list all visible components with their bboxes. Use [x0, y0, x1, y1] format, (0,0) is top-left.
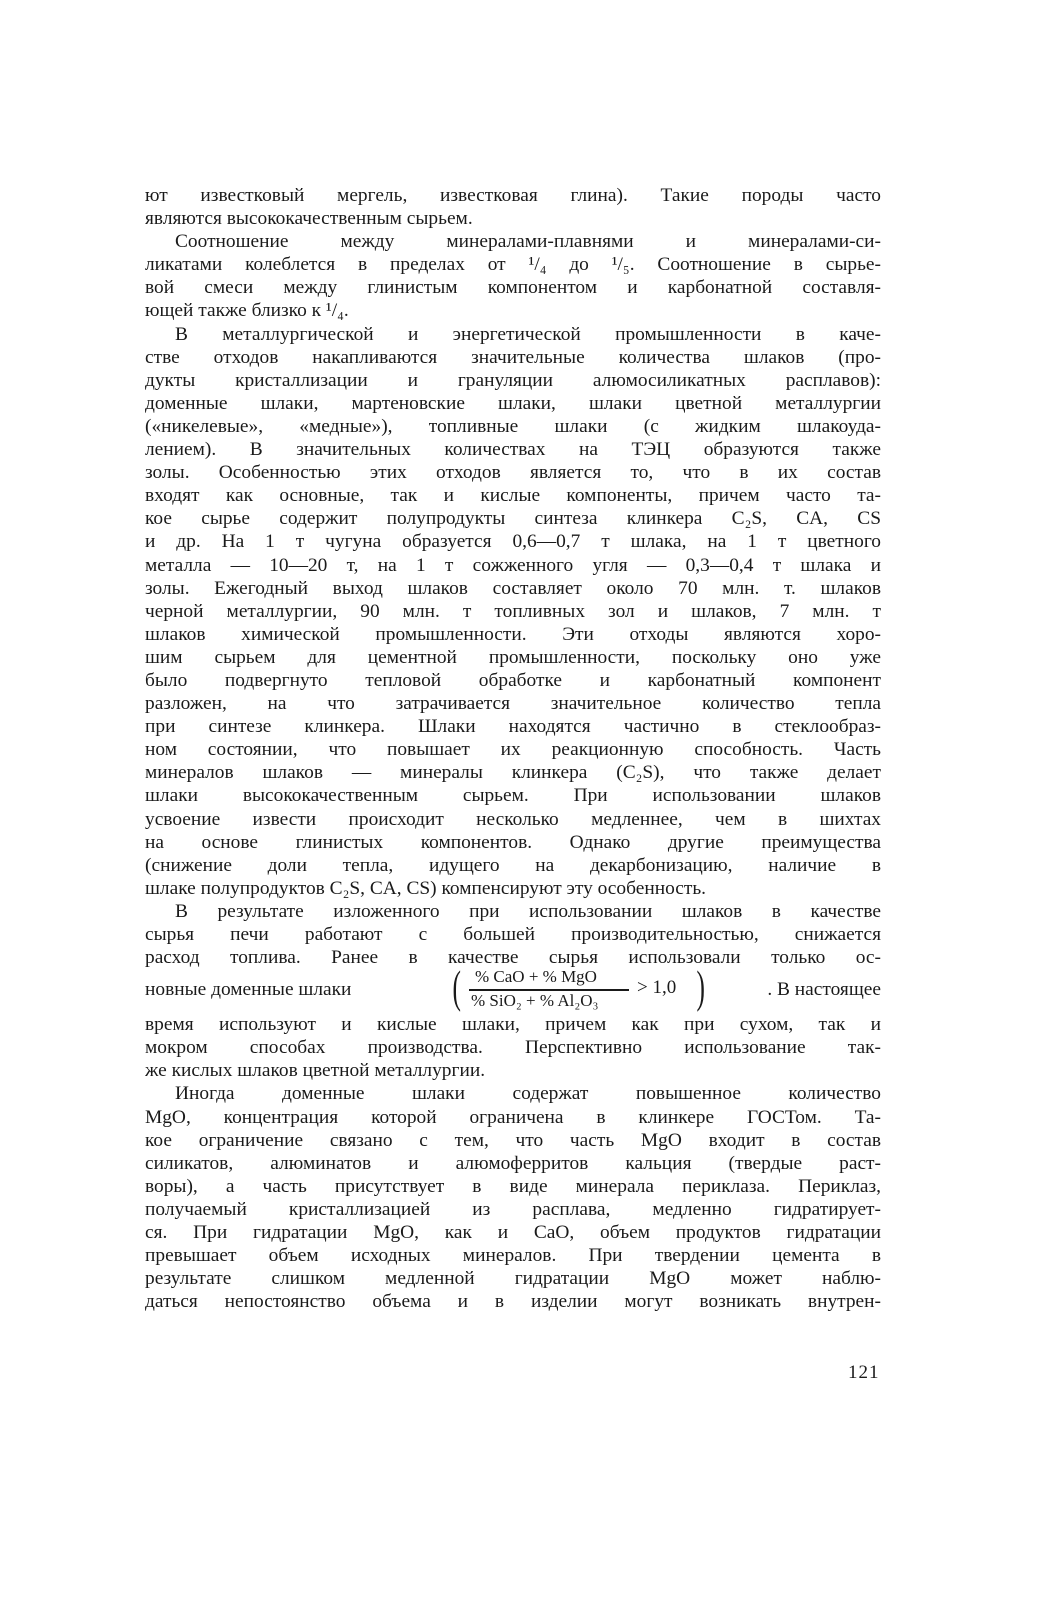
text-line: дукты кристаллизации и грануляции алюмосиликатных расплавов):: [145, 369, 881, 391]
text-line: входят как основные, так и кислые компоненты, причем часто та-: [145, 485, 881, 507]
page-number: 121: [848, 1362, 880, 1383]
text-line: минералов шлаков — минералы клинкера (C₂S), что также делает: [145, 762, 881, 784]
paragraph: [145, 230, 881, 322]
text-line: сырья печи работают с большей производительностью, снижается: [145, 924, 881, 945]
text-line: ющей также близко к ¹/₄.: [145, 300, 349, 322]
text-line: металла — 10—20 т, на 1 т сожженного угля — 0,3—0,4 т шлака и: [145, 554, 881, 576]
text-block: [145, 184, 881, 1313]
text-line: получаемый кристаллизацией из расплава, медленно гидратирует-: [145, 1198, 881, 1220]
right-parenthesis: ): [696, 961, 705, 1013]
text-line: стве отходов накапливаются значительные количества шлаков (про-: [145, 346, 881, 368]
text-line: даться непостоянство объема и в изделии могут возникать внутрен-: [145, 1291, 881, 1313]
text-line: силикатов, алюминатов и алюмоферритов кальция (твердые раст-: [145, 1152, 881, 1174]
formula-comparison: > 1,0: [637, 977, 677, 999]
formula-denominator: % SiO₂ + % Al₂O₃: [471, 991, 599, 1011]
text-line: (снижение доли тепла, идущего на декарбонизацию, наличие в: [145, 854, 881, 876]
text-line: усвоение извести происходит несколько медленнее, чем в шихтах: [145, 808, 881, 830]
paragraph: [145, 323, 881, 900]
page-body: [145, 184, 881, 1313]
text-line: вой смеси между глинистым компонентом и карбонатной составля-: [145, 277, 881, 299]
text-line: разложен, на что затрачивается значительное количество тепла: [145, 693, 881, 715]
text-line: черной металлургии, 90 млн. т топливных зол и шлаков, 7 млн. т: [145, 600, 881, 622]
text-line: В металлургической и энергетической промышленности в каче-: [175, 323, 881, 345]
text-line: лением). В значительных количествах на ТЭЦ образуются также: [145, 439, 881, 461]
text-line: доменные шлаки, мартеновские шлаки, шлаки цветной металлургии: [145, 392, 881, 414]
text-line: шлаков химической промышленности. Эти отходы являются хоро-: [145, 623, 881, 645]
text-line: превышает объем исходных минералов. При твердении цемента в: [145, 1245, 881, 1267]
text-line: мокром способах производства. Перспективно использование так-: [145, 1037, 881, 1059]
text-line: время используют и кислые шлаки, причем как при сухом, так и: [145, 1014, 881, 1036]
text-line: ном состоянии, что повышает их реакционную способность. Часть: [145, 739, 881, 761]
text-line: и др. На 1 т чугуна образуется 0,6—0,7 т шлака, на 1 т цветного: [145, 531, 881, 553]
text-line: («никелевые», «медные»), топливные шлаки (с жидким шлакоуда-: [145, 415, 881, 437]
text-line: расход топлива. Ранее в качестве сырья использовали только ос-: [145, 947, 881, 969]
text-line: шим сырьем для цементной промышленности, поскольку оно уже: [145, 646, 881, 668]
left-parenthesis: (: [452, 961, 461, 1013]
formula-lead-text: новные доменные шлаки: [145, 979, 352, 1001]
text-line: шлаке полупродуктов C₂S, CA, CS) компенсируют эту особенность.: [145, 877, 707, 899]
text-line: золы. Ежегодный выход шлаков составляет около 70 млн. т. шлаков: [145, 577, 881, 599]
formula-numerator: % CaO + % MgO: [475, 967, 597, 987]
text-line: кое ограничение связано с тем, что часть MgO входит в состав: [145, 1129, 881, 1151]
text-line: ся. При гидратации MgO, как и CaO, объем продуктов гидратации: [145, 1222, 881, 1244]
text-line: на основе глинистых компонентов. Однако другие преимущества: [145, 831, 881, 853]
text-line: являются высококачественным сырьем.: [145, 208, 473, 230]
text-line: было подвергнуто тепловой обработке и карбонатный компонент: [145, 669, 881, 691]
text-line: золы. Особенностью этих отходов является то, что в их состав: [145, 462, 881, 484]
text-line: результате слишком медленной гидратации MgO может наблю-: [145, 1268, 881, 1290]
text-line: MgO, концентрация которой ограничена в клинкере ГОСТом. Та-: [145, 1106, 881, 1128]
paragraph: [145, 900, 881, 1083]
paragraph: [145, 184, 881, 230]
text-line: шлаки высококачественным сырьем. При использовании шлаков: [145, 785, 881, 807]
paragraph: [145, 1082, 881, 1313]
formula-tail-text: . В настоящее: [767, 979, 881, 1001]
text-line: ликатами колеблется в пределах от ¹/₄ до ¹/₅. Соотношение в сырье-: [145, 254, 881, 276]
formula-line: [145, 961, 881, 1013]
text-line: воры), а часть присутствует в виде минерала периклаза. Периклаз,: [145, 1175, 881, 1197]
text-line: Соотношение между минералами-плавнями и минералами-си-: [175, 231, 881, 253]
text-line: при синтезе клинкера. Шлаки находятся частично в стеклообраз-: [145, 716, 881, 738]
text-line: В результате изложенного при использовании шлаков в качестве: [175, 900, 881, 922]
text-line: ют известковый мергель, известковая глина). Такие породы часто: [145, 185, 881, 206]
text-line: Иногда доменные шлаки содержат повышенное количество: [175, 1083, 881, 1105]
text-line: кое сырье содержит полупродукты синтеза клинкера C₂S, CA, CS: [145, 508, 881, 530]
basicity-formula: [441, 961, 741, 1013]
text-line: же кислых шлаков цветной металлургии.: [145, 1060, 486, 1082]
